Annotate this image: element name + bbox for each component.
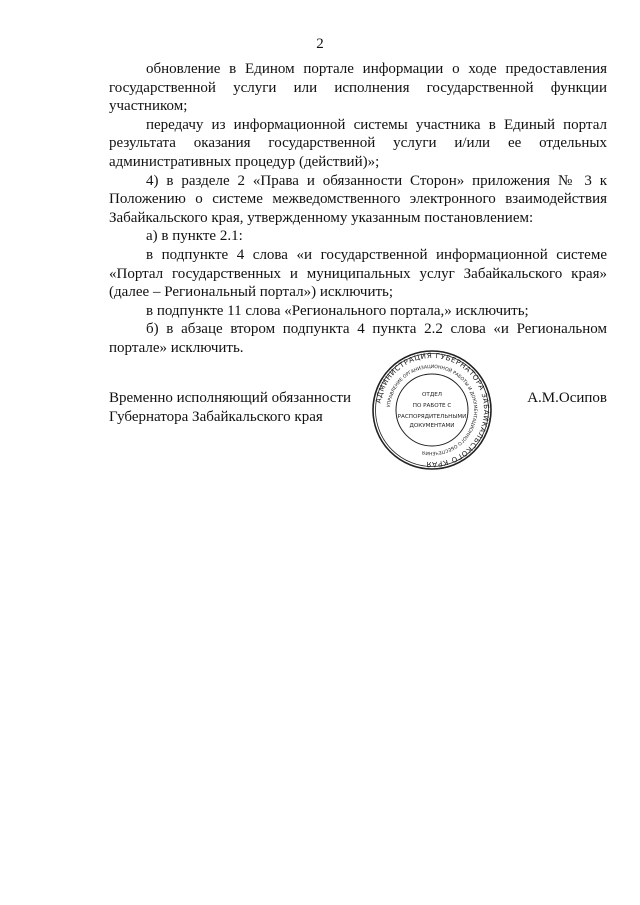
- paragraph-2: передачу из информационной системы участника в Единый портал результата оказания государственной услуги и/или ее отдельных административных процедур (действий)»;: [109, 116, 607, 170]
- seal-center-line-4: ДОКУМЕНТАМИ: [409, 423, 455, 429]
- seal-center-line-3: РАСПОРЯДИТЕЛЬНЫМИ: [397, 414, 467, 420]
- paragraph-3: 4) в разделе 2 «Права и обязанности Сторон» приложения № 3 к Положению о системе межведомственного электронного взаимодействия Забайкальского края, утвержденному указанным постановлением:: [109, 172, 607, 226]
- paragraph-1: обновление в Едином портале информации о ходе предоставления государственной услуги или исполнения государственной функции участником;: [109, 61, 607, 115]
- signatory-name: А.М.Осипов: [527, 390, 607, 406]
- signatory-title-line-1: Временно исполняющий обязанности: [109, 390, 352, 406]
- paragraph-5: в подпункте 4 слова «и государственной информационной системе «Портал государственных и муниципальных услуг Забайкальского края» (далее – Региональный портал») исключить;: [109, 246, 607, 301]
- paragraph-7: б) в абзаце втором подпункта 4 пункта 2.2 слова «и Региональном портале» исключить.: [109, 321, 607, 356]
- seal-inner-ring-text: УПРАВЛЕНИЕ ОРГАНИЗАЦИОННОЙ РАБОТЫ И ДОКУМЕНТАЦИОННОГО ОБЕСПЕЧЕНИЯ: [387, 364, 478, 456]
- seal-outer-ring-text: АДМИНИСТРАЦИЯ ГУБЕРНАТОРА ЗАБАЙКАЛЬСКОГО КРАЯ: [373, 350, 492, 470]
- signatory-title-line-2: Губернатора Забайкальского края: [109, 409, 323, 425]
- seal-center-line-2: ПО РАБОТЕ С: [412, 403, 452, 409]
- seal-center-line-1: ОТДЕЛ: [422, 392, 442, 398]
- page-number: 2: [316, 36, 324, 52]
- seal-center-text: [398, 392, 467, 429]
- official-seal-stamp: [371, 349, 493, 471]
- paragraph-4: а) в пункте 2.1:: [146, 228, 243, 245]
- signatory-title: [109, 389, 351, 427]
- document-body: [109, 60, 607, 358]
- paragraph-6: в подпункте 11 слова «Регионального портала,» исключить;: [146, 302, 529, 319]
- seal-graphic: [371, 349, 493, 471]
